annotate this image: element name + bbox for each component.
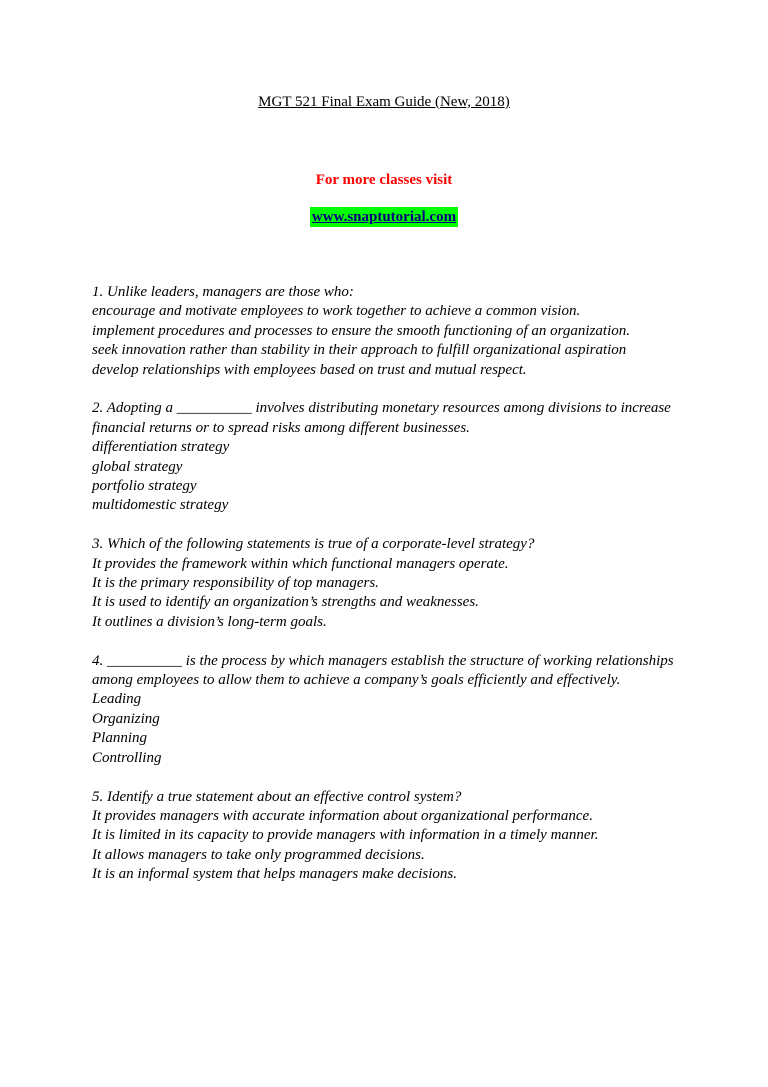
answer-option: It is an informal system that helps managers make decisions. — [92, 866, 457, 883]
answer-option: It is used to identify an organization’s strengths and weaknesses. — [92, 594, 479, 611]
answer-option: seek innovation rather than stability in their approach to fulfill organizational aspiration — [92, 342, 627, 359]
answer-option: Planning — [92, 730, 147, 747]
question-list — [92, 283, 692, 904]
promo-link-container — [0, 207, 768, 227]
answer-option: It outlines a division’s long-term goals. — [92, 613, 327, 630]
question-prompt: 1. Unlike leaders, managers are those who: — [92, 284, 354, 300]
answer-option: Leading — [92, 691, 142, 708]
answer-option: It is the primary responsibility of top managers. — [92, 575, 379, 592]
answer-option: develop relationships with employees based on trust and mutual respect. — [92, 361, 527, 378]
answer-option: It provides the framework within which functional managers operate. — [92, 555, 509, 572]
document-title — [0, 92, 768, 112]
answer-option: encourage and motivate employees to work together to achieve a common vision. — [92, 303, 581, 320]
answer-option: Organizing — [92, 710, 160, 727]
answer-option: multidomestic strategy — [92, 497, 229, 514]
question-5 — [92, 788, 692, 885]
answer-option: It allows managers to take only programmed decisions. — [92, 846, 425, 863]
answer-option: implement procedures and processes to ensure the smooth functioning of an organization. — [92, 322, 631, 339]
question-3 — [92, 535, 692, 632]
question-prompt: 4. __________ is the process by which managers establish the structure of working relationships among employees to allow them to achieve a company’s goals efficiently and effectively. — [92, 652, 674, 689]
question-2 — [92, 399, 692, 515]
promo-link[interactable]: www.snaptutorial.com — [311, 209, 457, 225]
promo-text: For more classes visit — [315, 172, 453, 188]
answer-option: global strategy — [92, 458, 183, 475]
answer-option: portfolio strategy — [92, 478, 197, 495]
question-prompt: 3. Which of the following statements is true of a corporate-level strategy? — [92, 536, 535, 553]
question-prompt: 5. Identify a true statement about an effective control system? — [92, 788, 462, 805]
question-1 — [92, 283, 692, 380]
question-4 — [92, 652, 692, 768]
answer-option: It provides managers with accurate information about organizational performance. — [92, 807, 593, 824]
document-title-text: MGT 521 Final Exam Guide (New, 2018) — [258, 94, 510, 110]
question-prompt: 2. Adopting a __________ involves distributing monetary resources among divisions to increase financial returns or to spread risks among different businesses. — [92, 400, 671, 436]
answer-option: It is limited in its capacity to provide managers with information in a timely manner. — [92, 827, 599, 844]
answer-option: differentiation strategy — [92, 439, 230, 456]
answer-option: Controlling — [92, 749, 162, 766]
